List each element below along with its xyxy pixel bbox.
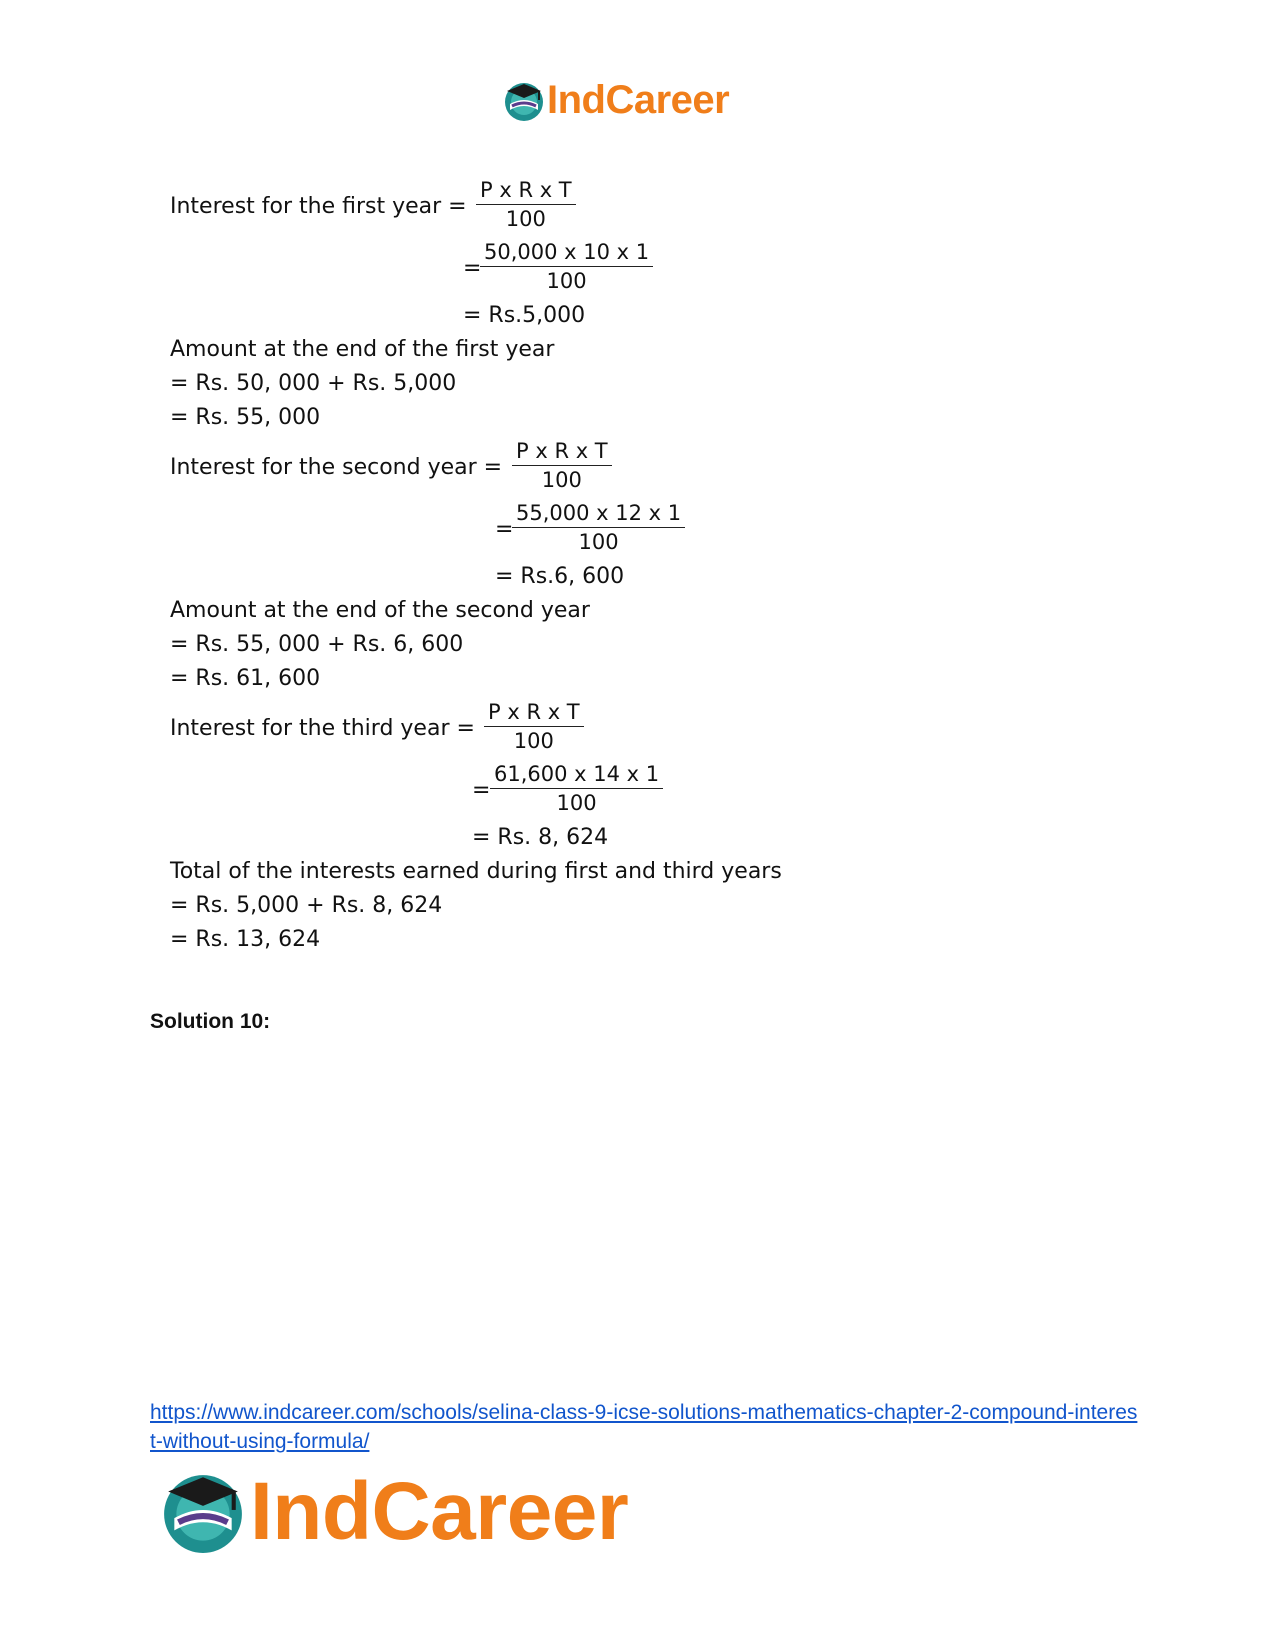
second-year-interest-result: = Rs.6, 600 — [495, 564, 625, 589]
fraction-denominator: 100 — [541, 468, 582, 492]
total-interest-sum: = Rs. 5,000 + Rs. 8, 624 — [170, 893, 443, 918]
equals-sign: = — [463, 256, 482, 281]
second-year-values-fraction — [512, 503, 685, 553]
fraction-numerator: 50,000 x 10 x 1 — [480, 242, 653, 267]
graduation-globe-icon — [503, 80, 545, 122]
first-year-amount-sum: = Rs. 50, 000 + Rs. 5,000 — [170, 371, 457, 396]
second-year-interest-label: Interest for the second year = — [170, 455, 503, 480]
third-year-values-fraction — [490, 764, 663, 814]
third-year-formula-fraction — [484, 702, 584, 752]
third-year-interest-label: Interest for the third year = — [170, 716, 475, 741]
equals-sign: = — [495, 517, 514, 542]
second-year-amount-result: = Rs. 61, 600 — [170, 666, 321, 691]
header-logo — [503, 78, 729, 123]
fraction-denominator: 100 — [546, 269, 587, 293]
fraction-numerator: 61,600 x 14 x 1 — [490, 764, 663, 789]
first-year-amount-label: Amount at the end of the first year — [170, 337, 555, 362]
fraction-numerator: P x R x T — [476, 180, 576, 205]
solution-heading: Solution 10: — [150, 1010, 271, 1033]
source-link[interactable]: https://www.indcareer.com/schools/selina-class-9-icse-solutions-mathematics-chapter-2-compound-interest-without-using-formula/ — [150, 1401, 1138, 1453]
graduation-globe-icon — [160, 1469, 246, 1555]
third-year-interest-result: = Rs. 8, 624 — [472, 825, 609, 850]
footer-logo — [160, 1465, 628, 1559]
fraction-numerator: 55,000 x 12 x 1 — [512, 503, 685, 528]
first-year-formula-fraction — [476, 180, 576, 230]
footer-logo-text: IndCareer — [250, 1466, 629, 1557]
fraction-denominator: 100 — [505, 207, 546, 231]
second-year-formula-fraction — [512, 441, 612, 491]
first-year-interest-result: = Rs.5,000 — [463, 303, 586, 328]
fraction-denominator: 100 — [578, 530, 619, 554]
first-year-values-fraction — [480, 242, 653, 292]
fraction-numerator: P x R x T — [512, 441, 612, 466]
fraction-denominator: 100 — [556, 791, 597, 815]
total-interest-label: Total of the interests earned during first and third years — [170, 859, 782, 884]
fraction-denominator: 100 — [513, 729, 554, 753]
total-interest-result: = Rs. 13, 624 — [170, 927, 321, 952]
first-year-interest-label: Interest for the first year = — [170, 194, 467, 219]
second-year-amount-sum: = Rs. 55, 000 + Rs. 6, 600 — [170, 632, 464, 657]
fraction-numerator: P x R x T — [484, 702, 584, 727]
first-year-amount-result: = Rs. 55, 000 — [170, 405, 321, 430]
second-year-amount-label: Amount at the end of the second year — [170, 598, 590, 623]
equals-sign: = — [472, 778, 491, 803]
header-logo-text: IndCareer — [547, 78, 730, 122]
